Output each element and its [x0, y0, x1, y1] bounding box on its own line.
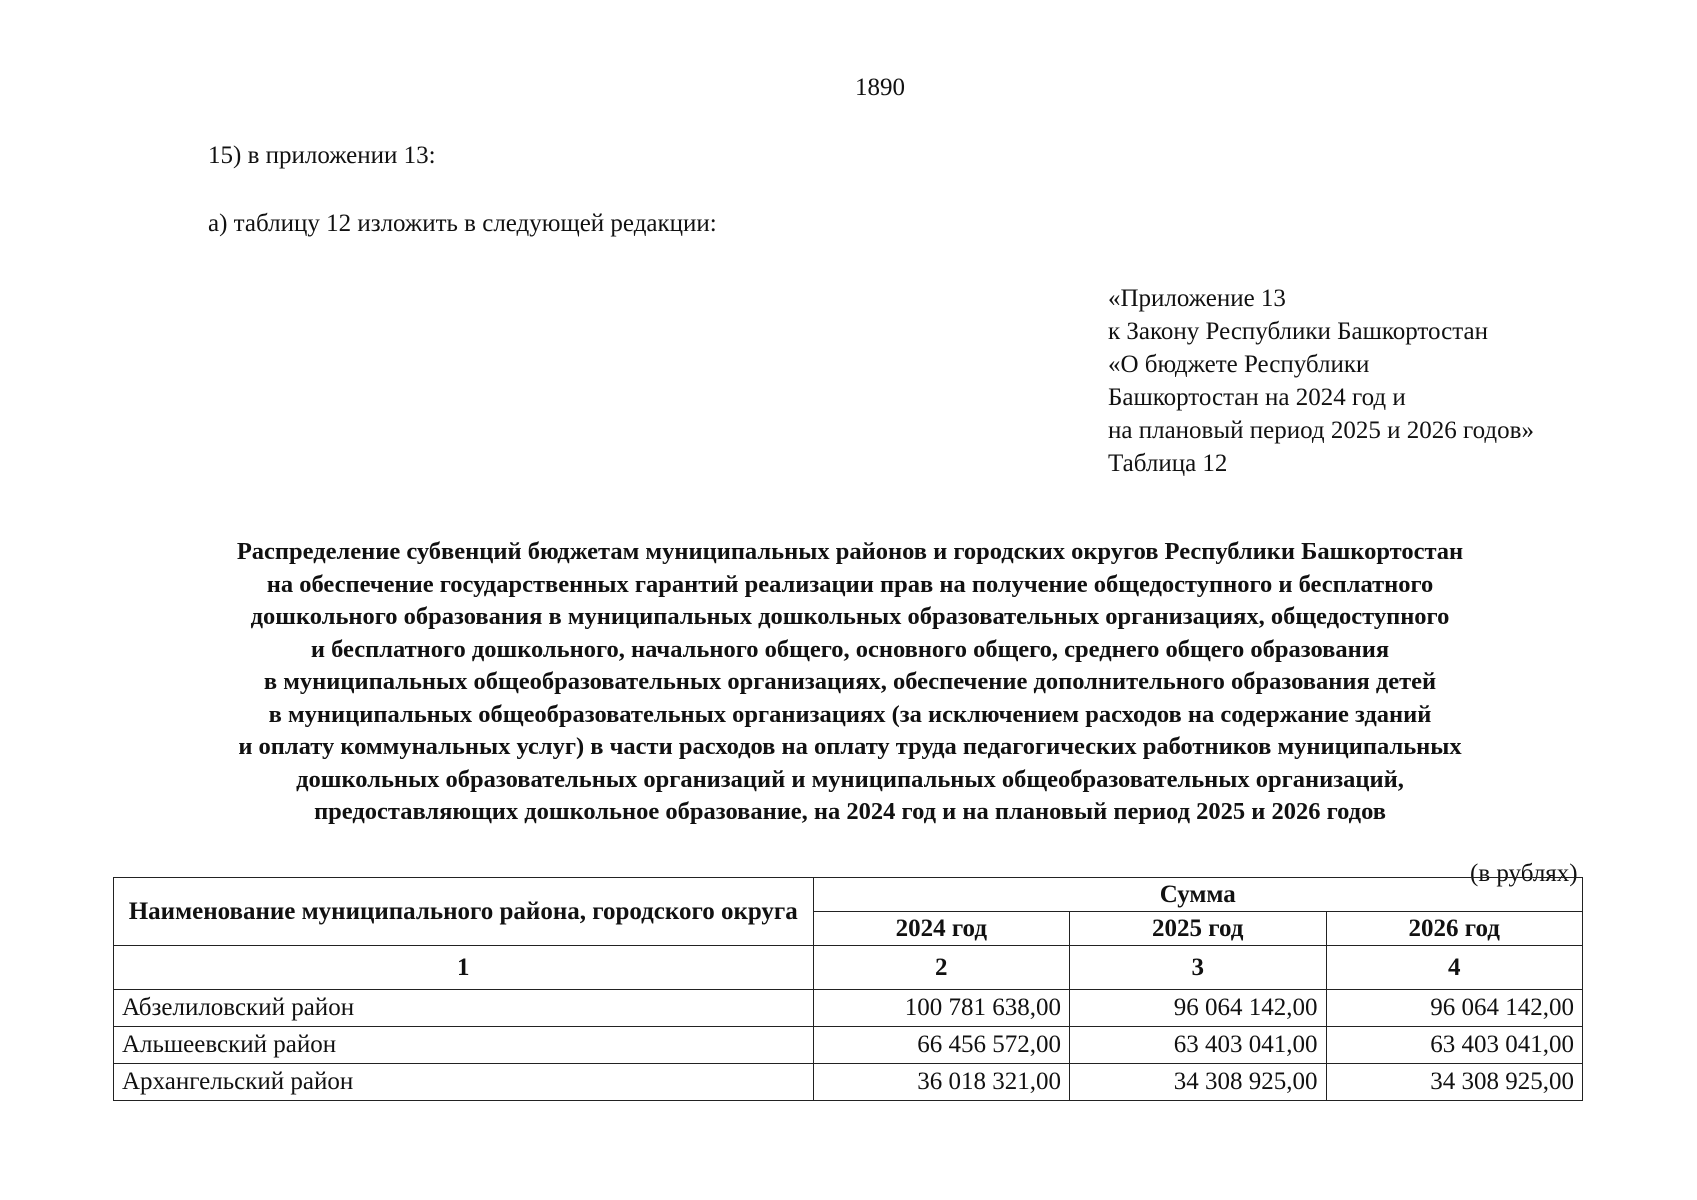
subvention-table [113, 877, 1583, 1101]
intro-line-2: а) таблицу 12 изложить в следующей редакции: [208, 210, 717, 237]
title-line: и бесплатного дошкольного, начального общего, основного общего, среднего общего образования [310, 635, 1390, 663]
title-line: дошкольного образования в муниципальных дошкольных образовательных организациях, общедоступного [250, 603, 1450, 630]
col-number: 3 [1070, 946, 1326, 990]
document-title [120, 536, 1580, 829]
header-year-2026: 2026 год [1326, 912, 1583, 946]
title-line: на обеспечение государственных гарантий реализации прав на получение общедоступного и бесплатного [266, 570, 1434, 598]
col-number: 2 [813, 946, 1069, 990]
title-line: предоставляющих дошкольное образование, на 2024 год и на плановый период 2025 и 2026 годов [314, 798, 1386, 825]
intro-line-1: 15) в приложении 13: [208, 142, 436, 169]
amount-2024: 66 456 572,00 [813, 1027, 1069, 1064]
header-year-2024: 2024 год [813, 912, 1069, 946]
appendix-line: к Закону Республики Башкортостан [1108, 318, 1488, 345]
units-label: (в рублях) [1470, 860, 1578, 887]
table-row [114, 990, 1583, 1027]
col-number: 1 [114, 946, 814, 990]
title-line: дошкольных образовательных организаций и муниципальных общеобразовательных организаций, [296, 765, 1404, 793]
district-name: Архангельский район [114, 1064, 814, 1101]
amount-2026: 96 064 142,00 [1326, 990, 1583, 1027]
title-line: в муниципальных общеобразовательных организациях (за исключением расходов на содержание зданий [268, 700, 1432, 728]
title-line: в муниципальных общеобразовательных организациях, обеспечение дополнительного образования детей [263, 668, 1437, 695]
header-sum: Сумма [813, 878, 1582, 912]
title-line: Распределение субвенций бюджетам муниципальных районов и городских округов Республики Башкортостан [236, 538, 1464, 565]
header-year-2025: 2025 год [1070, 912, 1326, 946]
title-line: и оплату коммунальных услуг) в части расходов на оплату труда педагогических работников муниципальных [238, 733, 1462, 760]
district-name: Альшеевский район [114, 1027, 814, 1064]
appendix-line: на плановый период 2025 и 2026 годов» [1108, 417, 1534, 444]
appendix-line: Башкортостан на 2024 год и [1108, 384, 1406, 411]
amount-2025: 34 308 925,00 [1070, 1064, 1326, 1101]
header-name: Наименование муниципального района, городского округа [114, 878, 814, 946]
appendix-table-label: Таблица 12 [1108, 450, 1228, 477]
amount-2025: 96 064 142,00 [1070, 990, 1326, 1027]
col-number: 4 [1326, 946, 1583, 990]
amount-2026: 63 403 041,00 [1326, 1027, 1583, 1064]
appendix-line: «О бюджете Республики [1108, 351, 1370, 378]
page-number: 1890 [855, 74, 905, 101]
appendix-header [1108, 282, 1534, 480]
amount-2026: 34 308 925,00 [1326, 1064, 1583, 1101]
amount-2024: 36 018 321,00 [813, 1064, 1069, 1101]
amount-2025: 63 403 041,00 [1070, 1027, 1326, 1064]
table-row [114, 1064, 1583, 1101]
district-name: Абзелиловский район [114, 990, 814, 1027]
amount-2024: 100 781 638,00 [813, 990, 1069, 1027]
table-row [114, 1027, 1583, 1064]
appendix-line: «Приложение 13 [1108, 285, 1286, 312]
